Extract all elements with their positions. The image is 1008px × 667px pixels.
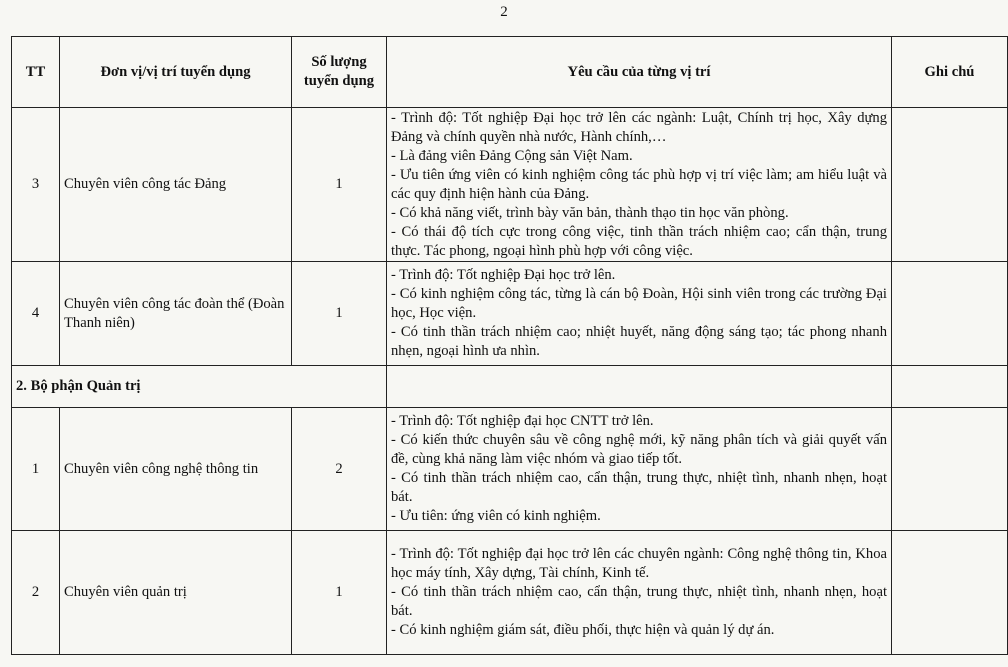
table-row bbox=[12, 531, 1008, 655]
requirement-line: - Có tinh thần trách nhiệm cao; nhiệt huyết, năng động sáng tạo; tác phong nhanh nhẹn, ngoại hình ưa nhìn. bbox=[391, 324, 887, 359]
header-quantity: Số lượng tuyển dụng bbox=[292, 37, 387, 108]
header-tt: TT bbox=[12, 37, 60, 108]
row-position: Chuyên viên công tác đoàn thể (Đoàn Thanh niên) bbox=[60, 262, 292, 366]
row-notes bbox=[892, 531, 1008, 655]
row-tt: 1 bbox=[12, 408, 60, 531]
section-title: 2. Bộ phận Quản trị bbox=[12, 366, 387, 408]
section-notes-empty bbox=[892, 366, 1008, 408]
row-requirements bbox=[387, 108, 892, 262]
header-notes: Ghi chú bbox=[892, 37, 1008, 108]
row-notes bbox=[892, 262, 1008, 366]
row-quantity: 2 bbox=[292, 408, 387, 531]
requirement-line: - Có kinh nghiệm giám sát, điều phối, thực hiện và quản lý dự án. bbox=[391, 622, 775, 638]
requirement-line: - Có kiến thức chuyên sâu về công nghệ mới, kỹ năng phân tích và giải quyết vấn đề, cùng khả năng làm việc nhóm và giao tiếp tốt. bbox=[391, 432, 887, 467]
table-row bbox=[12, 108, 1008, 262]
requirement-line: - Trình độ: Tốt nghiệp đại học CNTT trở lên. bbox=[391, 413, 654, 429]
section-header-row bbox=[12, 366, 1008, 408]
requirement-line: - Ưu tiên: ứng viên có kinh nghiệm. bbox=[391, 508, 601, 524]
requirement-line: - Trình độ: Tốt nghiệp Đại học trở lên các ngành: Luật, Chính trị học, Xây dựng Đảng và chính quyền nhà nước, Hành chính,… bbox=[391, 109, 887, 145]
row-requirements bbox=[387, 408, 892, 531]
row-quantity: 1 bbox=[292, 531, 387, 655]
row-quantity: 1 bbox=[292, 108, 387, 262]
row-quantity: 1 bbox=[292, 262, 387, 366]
row-notes bbox=[892, 108, 1008, 262]
row-position: Chuyên viên công tác Đảng bbox=[60, 108, 292, 262]
requirement-line: - Có thái độ tích cực trong công việc, tinh thần trách nhiệm cao; cẩn thận, trung thực. Tác phong, ngoại hình phù hợp với công việc. bbox=[391, 223, 887, 259]
section-requirements-empty bbox=[387, 366, 892, 408]
row-tt: 4 bbox=[12, 262, 60, 366]
requirement-line: - Có kinh nghiệm công tác, từng là cán bộ Đoàn, Hội sinh viên trong các trường Đại học, Học viện. bbox=[391, 286, 887, 321]
requirement-line: - Có tinh thần trách nhiệm cao, cẩn thận, trung thực, nhiệt tình, nhanh nhẹn, hoạt bát. bbox=[391, 584, 887, 619]
requirement-line: - Trình độ: Tốt nghiệp Đại học trở lên. bbox=[391, 267, 616, 283]
page-number: 2 bbox=[500, 4, 508, 20]
header-requirements: Yêu cầu của từng vị trí bbox=[387, 37, 892, 108]
requirement-line: - Là đảng viên Đảng Cộng sản Việt Nam. bbox=[391, 147, 633, 164]
table-row bbox=[12, 262, 1008, 366]
row-tt: 3 bbox=[12, 108, 60, 262]
table-row bbox=[12, 408, 1008, 531]
row-tt: 2 bbox=[12, 531, 60, 655]
requirement-line: - Trình độ: Tốt nghiệp đại học trở lên các chuyên ngành: Công nghệ thông tin, Khoa học máy tính, Xây dựng, Tài chính, Kinh tế. bbox=[391, 546, 887, 581]
header-row bbox=[12, 37, 1008, 108]
row-notes bbox=[892, 408, 1008, 531]
recruitment-table bbox=[11, 36, 1008, 655]
row-requirements bbox=[387, 531, 892, 655]
requirement-line: - Có khả năng viết, trình bày văn bản, thành thạo tin học văn phòng. bbox=[391, 204, 789, 221]
row-requirements bbox=[387, 262, 892, 366]
row-position: Chuyên viên quản trị bbox=[60, 531, 292, 655]
header-position: Đơn vị/vị trí tuyển dụng bbox=[60, 37, 292, 108]
requirement-line: - Có tinh thần trách nhiệm cao, cẩn thận, trung thực, nhiệt tình, nhanh nhẹn, hoạt bát. bbox=[391, 470, 887, 505]
row-position: Chuyên viên công nghệ thông tin bbox=[60, 408, 292, 531]
requirement-line: - Ưu tiên ứng viên có kinh nghiệm công tác phù hợp vị trí việc làm; am hiểu luật và các quy định hiện hành của Đảng. bbox=[391, 166, 887, 202]
